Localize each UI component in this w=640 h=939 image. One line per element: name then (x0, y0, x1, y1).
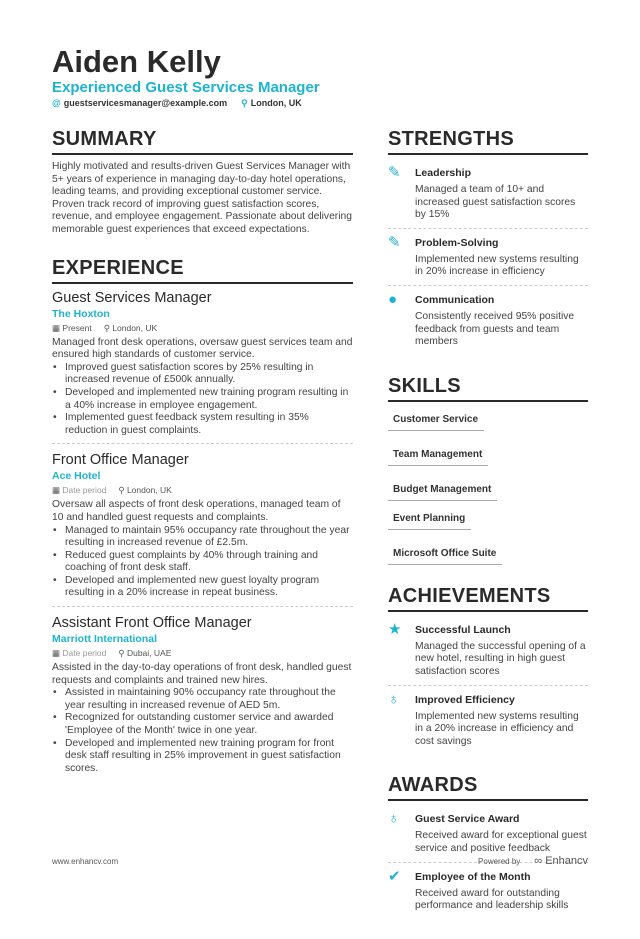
job-bullet: • Improved guest satisfaction scores by 25% resulting in increased revenue of £500k annually. (52, 362, 353, 387)
location: London, UK (250, 98, 302, 108)
job-entry (52, 290, 353, 445)
job-location: London, UK (126, 485, 172, 496)
section-heading: EXPERIENCE (52, 257, 353, 284)
location-pin-icon: ⚲ (118, 485, 127, 496)
footer (52, 855, 588, 867)
summary-text: Highly motivated and results-driven Guest Services Manager with 5+ years of experience in managing day-to-day hotel operations, leading teams, and providing exceptional customer service. Proven track record of improving guest satisfaction scores, revenue, and employee engagement. Passionate about delivering memorable guest experiences that exceed expectations. (52, 161, 352, 235)
calendar-icon: ▦ (52, 485, 63, 496)
magic-wand-icon: ✎ (388, 164, 401, 181)
item-text: Received award for outstanding performance and leadership skills (415, 887, 569, 912)
achievements-item (388, 618, 588, 686)
job-date: Present (62, 322, 92, 333)
skill-tag: Budget Management (388, 478, 497, 501)
location-pin-icon: ⚲ (241, 98, 248, 108)
powered-by: Powered by (478, 856, 521, 866)
job-description: Assisted in the day-to-day operations of front desk, handled guest requests and complaints and trained new hires. (52, 662, 352, 686)
awards-item (388, 865, 588, 919)
contact-info (52, 98, 302, 109)
company-name: Marriott International (52, 633, 158, 646)
section-heading: ACHIEVEMENTS (388, 585, 588, 612)
strengths-item (388, 288, 588, 355)
item-text: Consistently received 95% positive feedback from guests and team members (415, 310, 575, 348)
job-title: Front Office Manager (52, 452, 189, 469)
item-title: Problem-Solving (415, 236, 499, 249)
summary-section (52, 128, 353, 237)
experience-section (52, 257, 353, 782)
email[interactable]: guestservicesmanager@example.com (63, 98, 228, 108)
job-bullet: • Assisted in maintaining 90% occupancy rate throughout the year resulting in increased revenue of AED 5m. (52, 687, 353, 712)
section-heading: SUMMARY (52, 128, 353, 155)
achievements-item (388, 688, 588, 755)
job-bullet: • Developed and implemented new training program resulting in a 40% increase in employee engagement. (52, 387, 353, 412)
job-title: Guest Services Manager (52, 289, 212, 306)
footer-site[interactable]: www.enhancv.com (52, 856, 119, 866)
checkmark-icon: ✔ (388, 867, 401, 885)
section-heading: STRENGTHS (388, 128, 588, 155)
lightbulb-icon: ♁ (388, 690, 400, 708)
at-icon: @ (52, 98, 61, 108)
job-bullet: • Managed to maintain 95% occupancy rate throughout the year resulting in increased revenue of £2.5m. (52, 525, 353, 550)
section-heading: SKILLS (388, 375, 588, 402)
job-title: Assistant Front Office Manager (52, 615, 252, 632)
item-title: Employee of the Month (415, 870, 531, 883)
location-pin-icon: ⚲ (103, 322, 113, 333)
achievements-section (388, 585, 588, 755)
section-heading: AWARDS (388, 774, 588, 801)
location-pin-icon: ⚲ (118, 648, 127, 659)
item-title: Leadership (415, 167, 472, 179)
item-text: Implemented new systems resulting in a 20% increase in efficiency and cost savings (415, 710, 579, 747)
calendar-icon: ▦ (52, 322, 63, 333)
job-bullet: • Developed and implemented new guest loyalty program resulting in a 20% increase in repeat business. (52, 575, 353, 600)
item-title: Guest Service Award (415, 813, 520, 826)
item-title: Successful Launch (415, 623, 511, 636)
item-title: Communication (415, 293, 495, 306)
lightbulb-icon: ♁ (388, 810, 400, 828)
company-name: Ace Hotel (52, 470, 101, 483)
strengths-item (388, 231, 588, 286)
job-location: Dubai, UAE (126, 648, 172, 659)
head-icon: ● (388, 290, 398, 308)
skill-tag: Customer Service (388, 408, 484, 431)
item-text: Managed a team of 10+ and increased guest satisfaction scores by 15% (415, 184, 576, 221)
job-description: Managed front desk operations, oversaw guest services team and ensured high standards of customer service. (52, 336, 353, 361)
job-entry (52, 615, 353, 781)
skills-section (388, 375, 588, 565)
job-bullet: • Recognized for outstanding customer service and awarded 'Employee of the Month' twice in one year. (52, 712, 353, 737)
item-text: Received award for exceptional guest service and positive feedback (415, 830, 587, 854)
job-entry (52, 452, 353, 607)
strengths-item (388, 161, 588, 229)
job-date: Date period (62, 485, 107, 496)
calendar-icon: ▦ (52, 648, 63, 659)
company-name: The Hoxton (52, 307, 110, 320)
star-icon: ★ (388, 620, 402, 638)
skill-tag: Microsoft Office Suite (388, 542, 502, 565)
job-bullet: • Implemented guest feedback system resulting in 35% reduction in guest complaints. (52, 412, 353, 437)
skill-tag: Event Planning (388, 507, 471, 530)
candidate-name: Aiden Kelly (52, 44, 221, 79)
magic-wand-icon: ✎ (388, 233, 401, 251)
job-date: Date period (62, 648, 107, 659)
item-text: Managed the successful opening of a new hotel, resulting in high guest satisfaction scores (415, 640, 586, 677)
awards-section (388, 774, 588, 918)
job-description: Oversaw all aspects of front desk operations, managed team of 10 and handled guest requests and complaints. (52, 499, 341, 523)
item-text: Implemented new systems resulting in 20% increase in efficiency (415, 253, 579, 278)
skill-tag: Team Management (388, 443, 488, 466)
item-title: Improved Efficiency (415, 693, 515, 706)
infinity-icon: ∞ (534, 855, 546, 867)
job-location: London, UK (112, 322, 158, 333)
strengths-section (388, 128, 588, 355)
brand-name: Enhancv (545, 855, 588, 867)
job-bullet: • Developed and implemented new training program for front desk staff resulting in 25% improvement in guest satisfaction scores. (52, 738, 353, 776)
job-bullet: • Reduced guest complaints by 40% through training and coaching of front desk staff. (52, 550, 353, 575)
enhancv-logo (534, 855, 588, 867)
candidate-title: Experienced Guest Services Manager (52, 79, 320, 96)
